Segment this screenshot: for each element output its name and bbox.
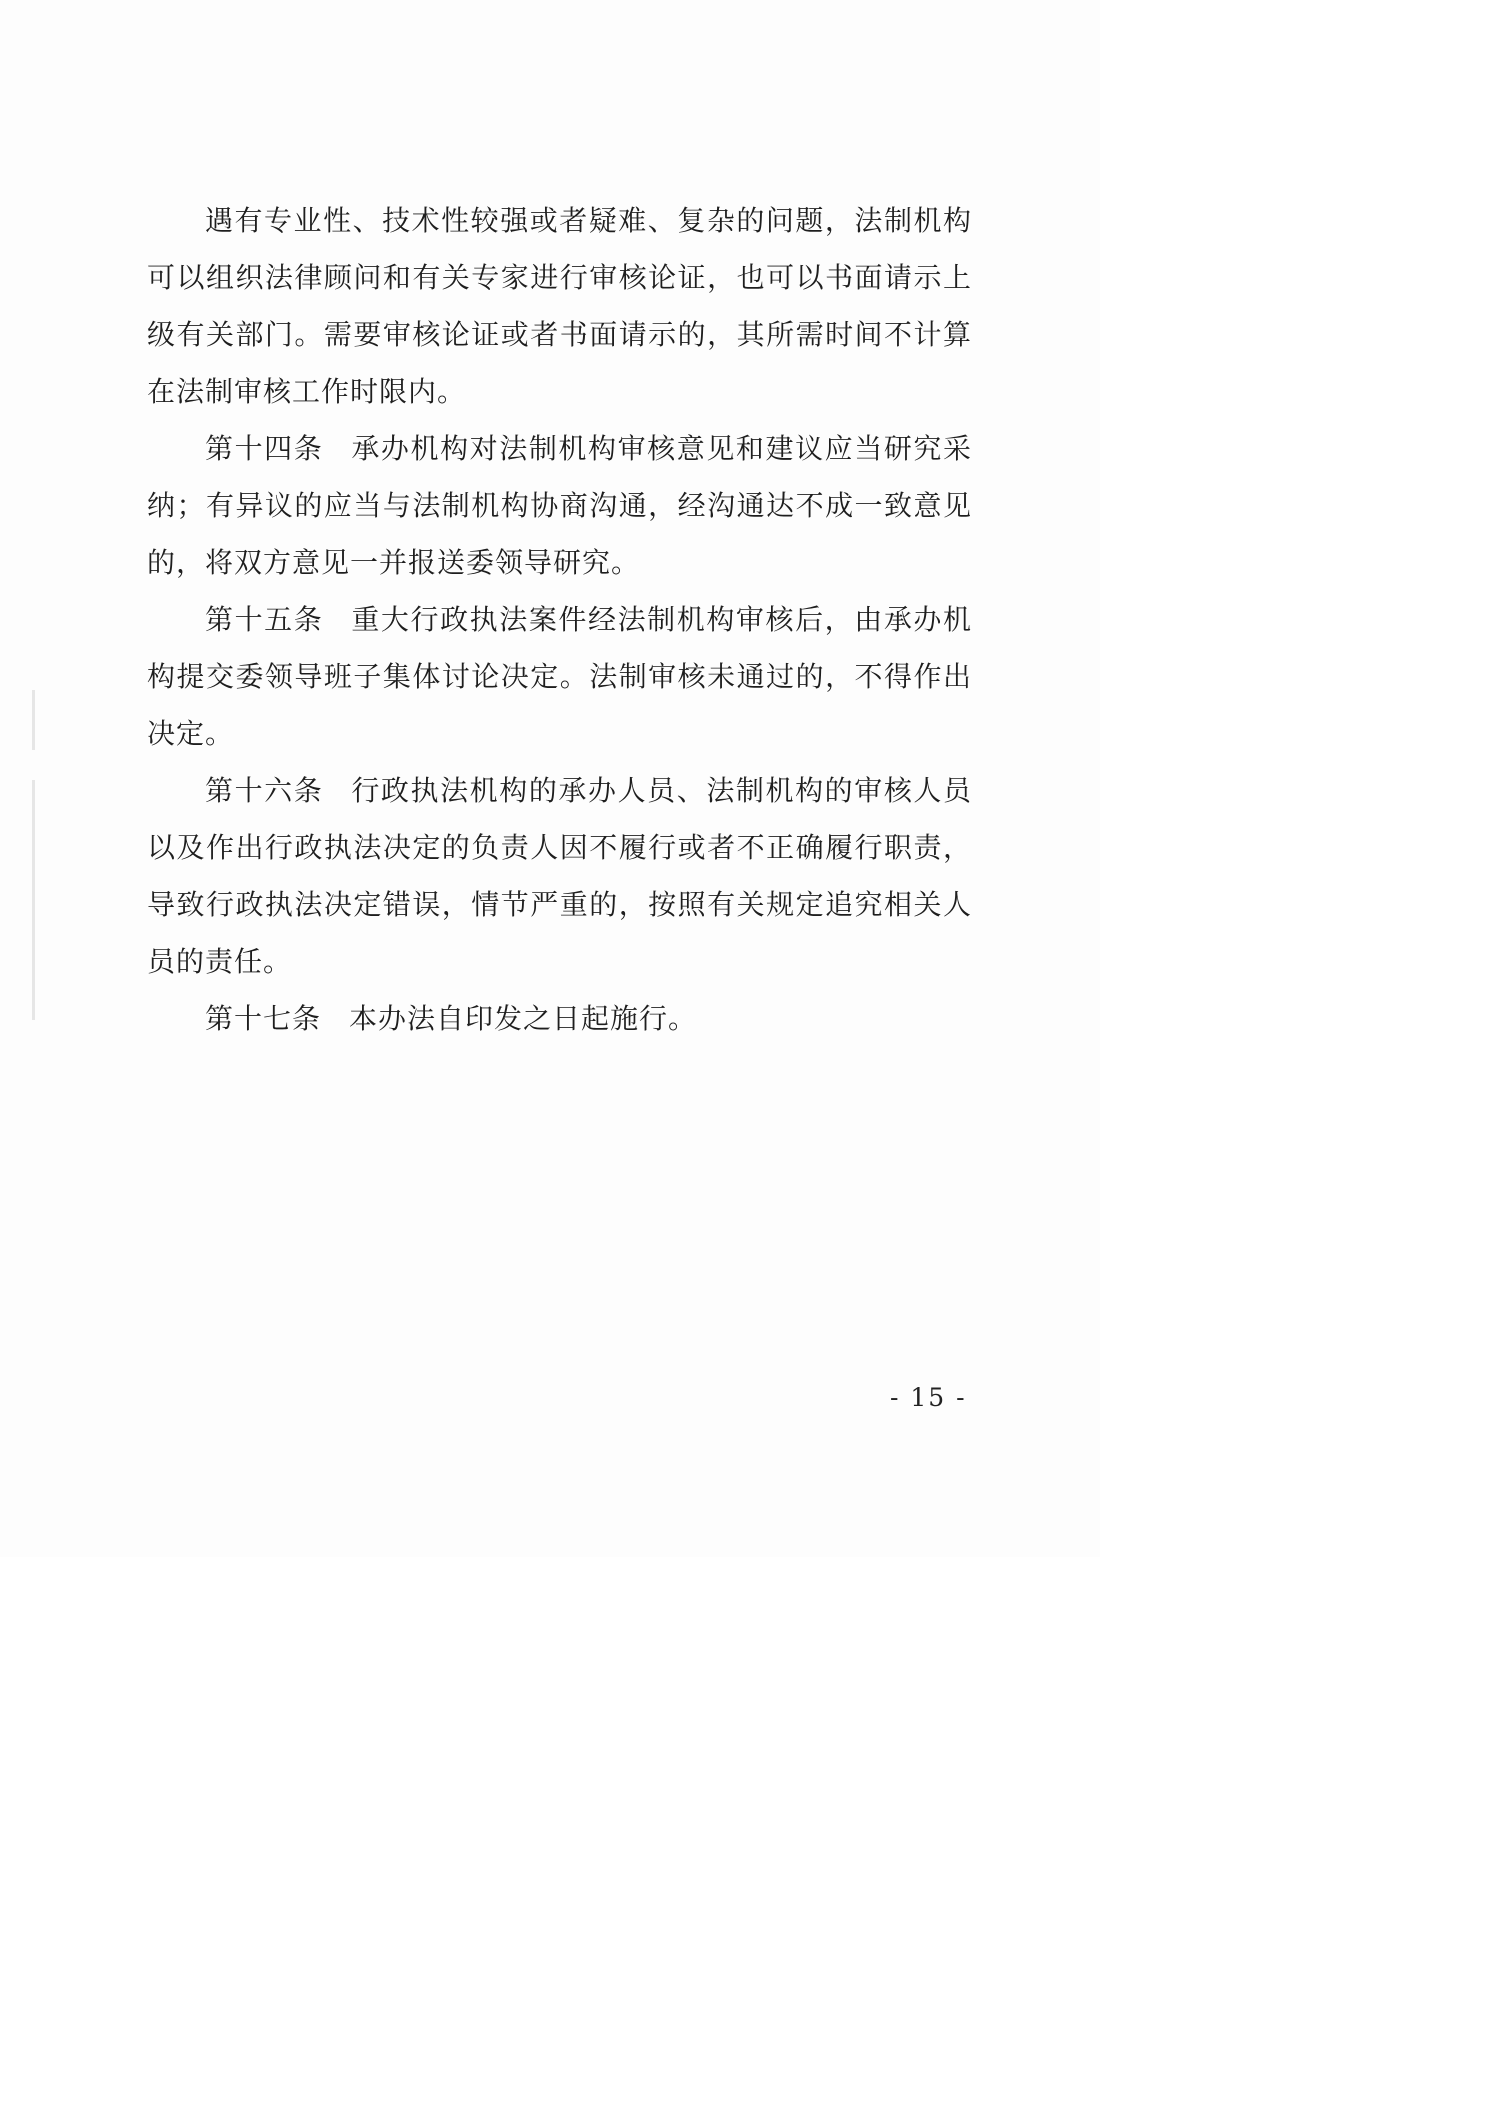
paragraph-text: 遇有专业性、技术性较强或者疑难、复杂的问题，法制机构可以组织法律顾问和有关专家进行审核论证，也可以书面请示上级有关部门。需要审核论证或者书面请示的，其所需时间不计算在法制审核工作时限内。 — [147, 204, 972, 408]
page-number: - 15 - — [890, 1383, 967, 1412]
article-14 — [147, 420, 972, 591]
article-number: 第十五条 — [205, 603, 324, 636]
paragraph-text: 承办机构对法制机构审核意见和建议应当研究采纳；有异议的应当与法制机构协商沟通，经沟通达不成一致意见的，将双方意见一并报送委领导研究。 — [147, 432, 972, 579]
article-16 — [147, 762, 972, 990]
article-number: 第十四条 — [205, 432, 324, 465]
article-17 — [147, 990, 972, 1047]
article-15 — [147, 591, 972, 762]
scan-edge-mark — [32, 780, 35, 1020]
paragraph-text: 行政执法机构的承办人员、法制机构的审核人员以及作出行政执法决定的负责人因不履行或者不正确履行职责，导致行政执法决定错误，情节严重的，按照有关规定追究相关人员的责任。 — [147, 774, 972, 978]
article-number: 第十七条 — [205, 1002, 322, 1035]
article-number: 第十六条 — [205, 774, 324, 807]
paragraph-text: 重大行政执法案件经法制机构审核后，由承办机构提交委领导班子集体讨论决定。法制审核未通过的，不得作出决定。 — [147, 603, 972, 750]
document-body — [147, 192, 972, 1047]
paragraph-text: 本办法自印发之日起施行。 — [349, 1002, 698, 1035]
paragraph-continuation — [147, 192, 972, 420]
scan-edge-mark — [32, 690, 35, 750]
